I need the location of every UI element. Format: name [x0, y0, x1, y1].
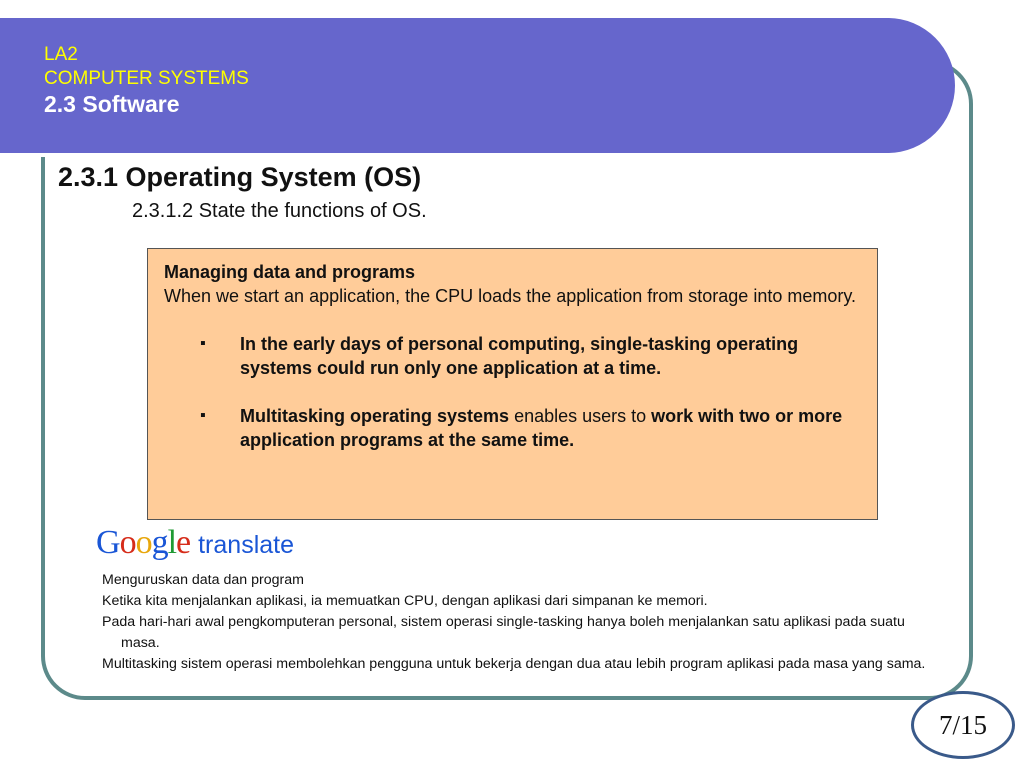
box-bullet-list [164, 332, 861, 452]
translation-sentence: Ketika kita menjalankan aplikasi, ia memuatkan CPU, dengan aplikasi dari simpanan ke memori. [102, 593, 708, 609]
box-heading: Managing data and programs [164, 262, 416, 282]
translation-text [102, 570, 942, 675]
slide-header [0, 18, 955, 153]
square-bullet-icon: ▪ [200, 335, 206, 352]
box-bullet-item [164, 404, 861, 452]
translate-label: translate [198, 531, 294, 559]
page-number-badge [911, 691, 1015, 759]
box-text: When we start an application, the CPU loads the application from storage into memory. [164, 286, 857, 306]
bullet-text-bold-lead: Multitasking operating systems [240, 406, 510, 426]
header-rule [0, 153, 905, 157]
header-text [44, 43, 249, 118]
header-title: 2.3 Software [44, 91, 180, 117]
bullet-text-bold-tail: work with two or more application programs at the same time. [240, 406, 843, 450]
bullet-text-normal: enables users to [509, 406, 652, 426]
bullet-text: In the early days of personal computing, single-tasking operating systems could run only one application at a time. [240, 334, 799, 378]
section-subheading: 2.3.1.2 State the functions of OS. [132, 200, 427, 222]
google-wordmark: Google [96, 524, 191, 561]
translation-bullet: Multitasking sistem operasi membolehkan pengguna untuk bekerja dengan dua atau lebih program aplikasi pada masa yang sama. [102, 656, 926, 672]
square-bullet-icon: ▪ [200, 407, 206, 424]
translation-bullet: Pada hari-hari awal pengkomputeran personal, sistem operasi single-tasking hanya boleh menjalankan satu aplikasi pada suatu masa. [102, 614, 905, 651]
translation-heading: Menguruskan data dan program [102, 572, 304, 588]
section-heading: 2.3.1 Operating System (OS) [58, 162, 422, 192]
page-number: 7/15 [938, 709, 987, 740]
content-box [147, 248, 878, 520]
google-translate-logo [96, 524, 294, 568]
box-bullet-item [164, 332, 861, 380]
header-course-code: LA2 [44, 44, 78, 65]
header-course-name: COMPUTER SYSTEMS [44, 68, 249, 89]
